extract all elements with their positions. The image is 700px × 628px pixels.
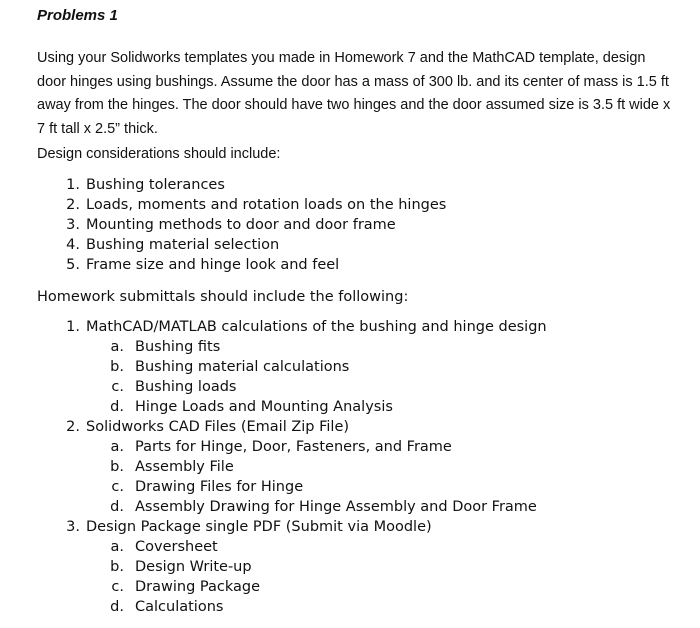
sub-list-text: Assembly Drawing for Hinge Assembly and Door Frame [135,499,537,515]
list-text: Solidworks CAD Files (Email Zip File) [86,419,350,435]
sub-list-letter: c. [111,479,124,495]
sub-list-letter: c. [111,579,124,595]
submittals-heading: Homework submittals should include the following: [37,289,409,305]
sub-list-text: Drawing Files for Hinge [135,479,304,495]
sub-list-text: Bushing fits [135,339,221,355]
sub-list-letter: b. [110,359,124,375]
list-number: 2. [66,419,80,435]
sub-list-letter: a. [110,339,124,355]
list-text: Loads, moments and rotation loads on the hinges [86,197,447,213]
sub-list-letter: d. [110,599,124,615]
sub-list-text: Bushing loads [135,379,237,395]
sub-list-text: Parts for Hinge, Door, Fasteners, and Frame [135,439,452,455]
list-number: 1. [66,319,80,335]
list-text: Frame size and hinge look and feel [86,257,340,273]
sub-list-text: Hinge Loads and Mounting Analysis [135,399,393,415]
sub-list-text: Bushing material calculations [135,359,350,375]
list-number: 2. [66,197,80,213]
list-text: MathCAD/MATLAB calculations of the bushing and hinge design [86,319,547,335]
sub-list-letter: d. [110,399,124,415]
sub-list-letter: c. [111,379,124,395]
sub-list-text: Design Write-up [135,559,252,575]
list-text: Mounting methods to door and door frame [86,217,396,233]
sub-list-letter: b. [110,559,124,575]
list-text: Design Package single PDF (Submit via Moodle) [86,519,432,535]
sub-list-letter: a. [110,439,124,455]
sub-list-letter: a. [110,539,124,555]
sub-list-text: Coversheet [135,539,218,555]
sub-list-text: Calculations [135,599,224,615]
list-text: Bushing material selection [86,237,280,253]
list-number: 3. [66,217,80,233]
sub-list-text: Drawing Package [135,579,261,595]
sub-list-letter: d. [110,499,124,515]
sub-list-text: Assembly File [135,459,234,475]
sub-list-letter: b. [110,459,124,475]
list-number: 1. [66,177,80,193]
problem-title: Problems 1 [37,7,118,24]
list-text: Bushing tolerances [86,177,225,193]
list-number: 5. [66,257,80,273]
considerations-heading: Design considerations should include: [37,146,281,162]
problem-statement: Using your Solidworks templates you made in Homework 7 and the MathCAD template, design door hinges using bushings. Assume the door has a mass of 300 lb. and its center of mass is 1.5 ft away from the hinges. The door should have two hinges and the door assumed size is 3.5 ft wide x 7 ft tall x 2.5” thick. [37,50,671,137]
list-number: 4. [66,237,80,253]
list-number: 3. [66,519,80,535]
